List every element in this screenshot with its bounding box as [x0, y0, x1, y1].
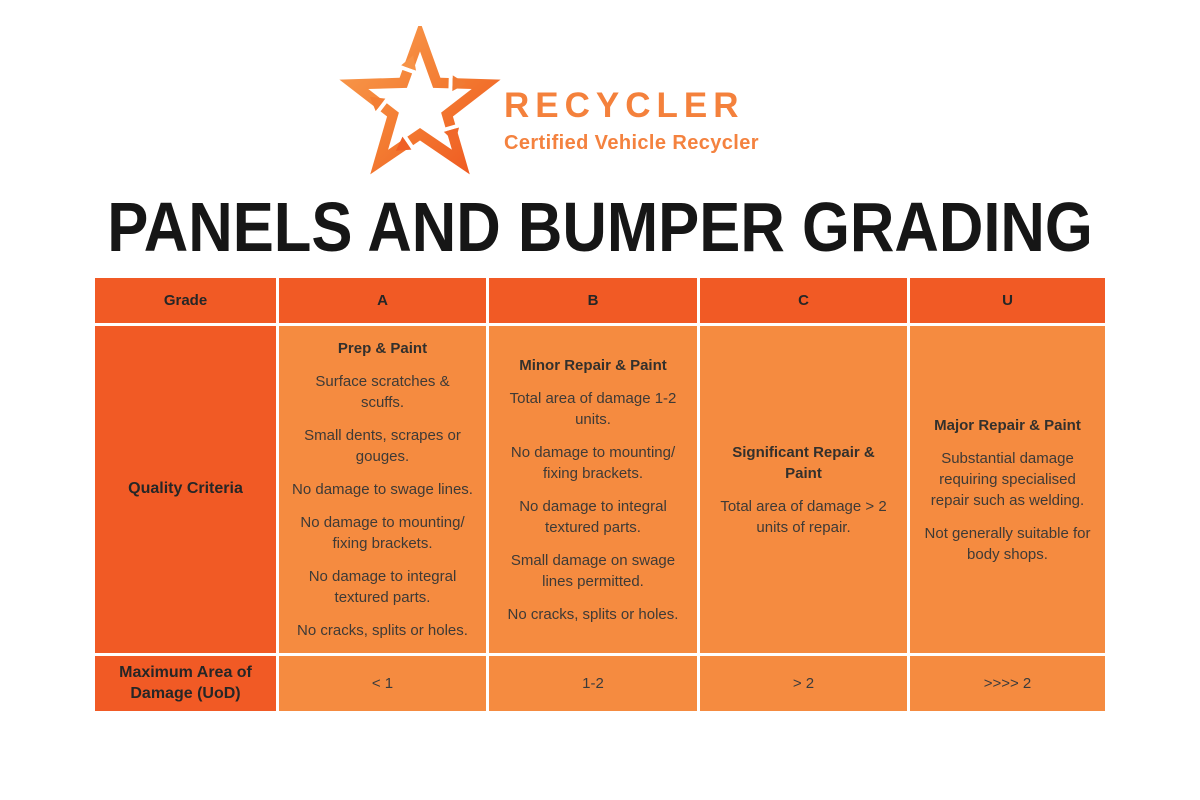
criteria-item: No damage to mounting/ fixing brackets.	[510, 443, 676, 482]
max-damage-grade-u: >>>> 2	[910, 656, 1105, 711]
criteria-heading-u: Major Repair & Paint	[934, 416, 1081, 434]
criteria-cell-grade-b	[489, 326, 697, 653]
criteria-item: Substantial damage requiring specialised repair such as welding.	[930, 449, 1085, 509]
criteria-heading-c: Significant Repair & Paint	[732, 443, 875, 482]
max-damage-grade-b: 1-2	[489, 656, 697, 711]
logo-tagline: Certified Vehicle Recycler	[504, 132, 759, 154]
page-title	[0, 188, 1200, 266]
criteria-item: No damage to swage lines.	[292, 481, 473, 498]
logo-text-block	[504, 88, 759, 153]
criteria-item: Surface scratches & scuffs.	[315, 373, 450, 411]
max-damage-grade-c: > 2	[700, 656, 907, 711]
criteria-cell-grade-a	[279, 326, 486, 653]
criteria-item: Small dents, scrapes or gouges.	[304, 427, 461, 465]
criteria-item: No cracks, splits or holes.	[507, 605, 679, 623]
criteria-heading-a: Prep & Paint	[337, 340, 428, 357]
max-damage-grade-a: < 1	[279, 656, 486, 711]
criteria-item: No damage to mounting/ fixing brackets.	[300, 514, 465, 552]
criteria-heading-b: Minor Repair & Paint	[519, 356, 667, 374]
header-cell-grade-u: U	[910, 278, 1105, 323]
header-cell-grade: Grade	[95, 278, 276, 323]
criteria-item: No damage to integral textured parts.	[519, 497, 667, 536]
logo-wordmark: RECYCLER	[504, 86, 745, 125]
header-cell-grade-c: C	[700, 278, 907, 323]
criteria-item: Total area of damage 1-2 units.	[509, 389, 677, 428]
criteria-item: Total area of damage > 2 units of repair.	[720, 497, 887, 536]
header-cell-grade-b: B	[489, 278, 697, 323]
page-title-text: PANELS AND BUMPER GRADING	[107, 188, 1093, 266]
criteria-item: No cracks, splits or holes.	[297, 622, 468, 639]
row-label-max-damage: Maximum Area of Damage (UoD)	[95, 656, 276, 711]
criteria-item: Not generally suitable for body shops.	[924, 524, 1091, 563]
header-cell-grade-a: A	[279, 278, 486, 323]
criteria-item: No damage to integral textured parts.	[308, 568, 457, 606]
row-label-quality-criteria: Quality Criteria	[95, 326, 276, 653]
criteria-cell-grade-c	[700, 326, 907, 653]
recycler-star-logo-icon	[338, 26, 502, 184]
criteria-cell-grade-u	[910, 326, 1105, 653]
grading-table	[95, 278, 1105, 702]
criteria-item: Small damage on swage lines permitted.	[510, 551, 676, 590]
